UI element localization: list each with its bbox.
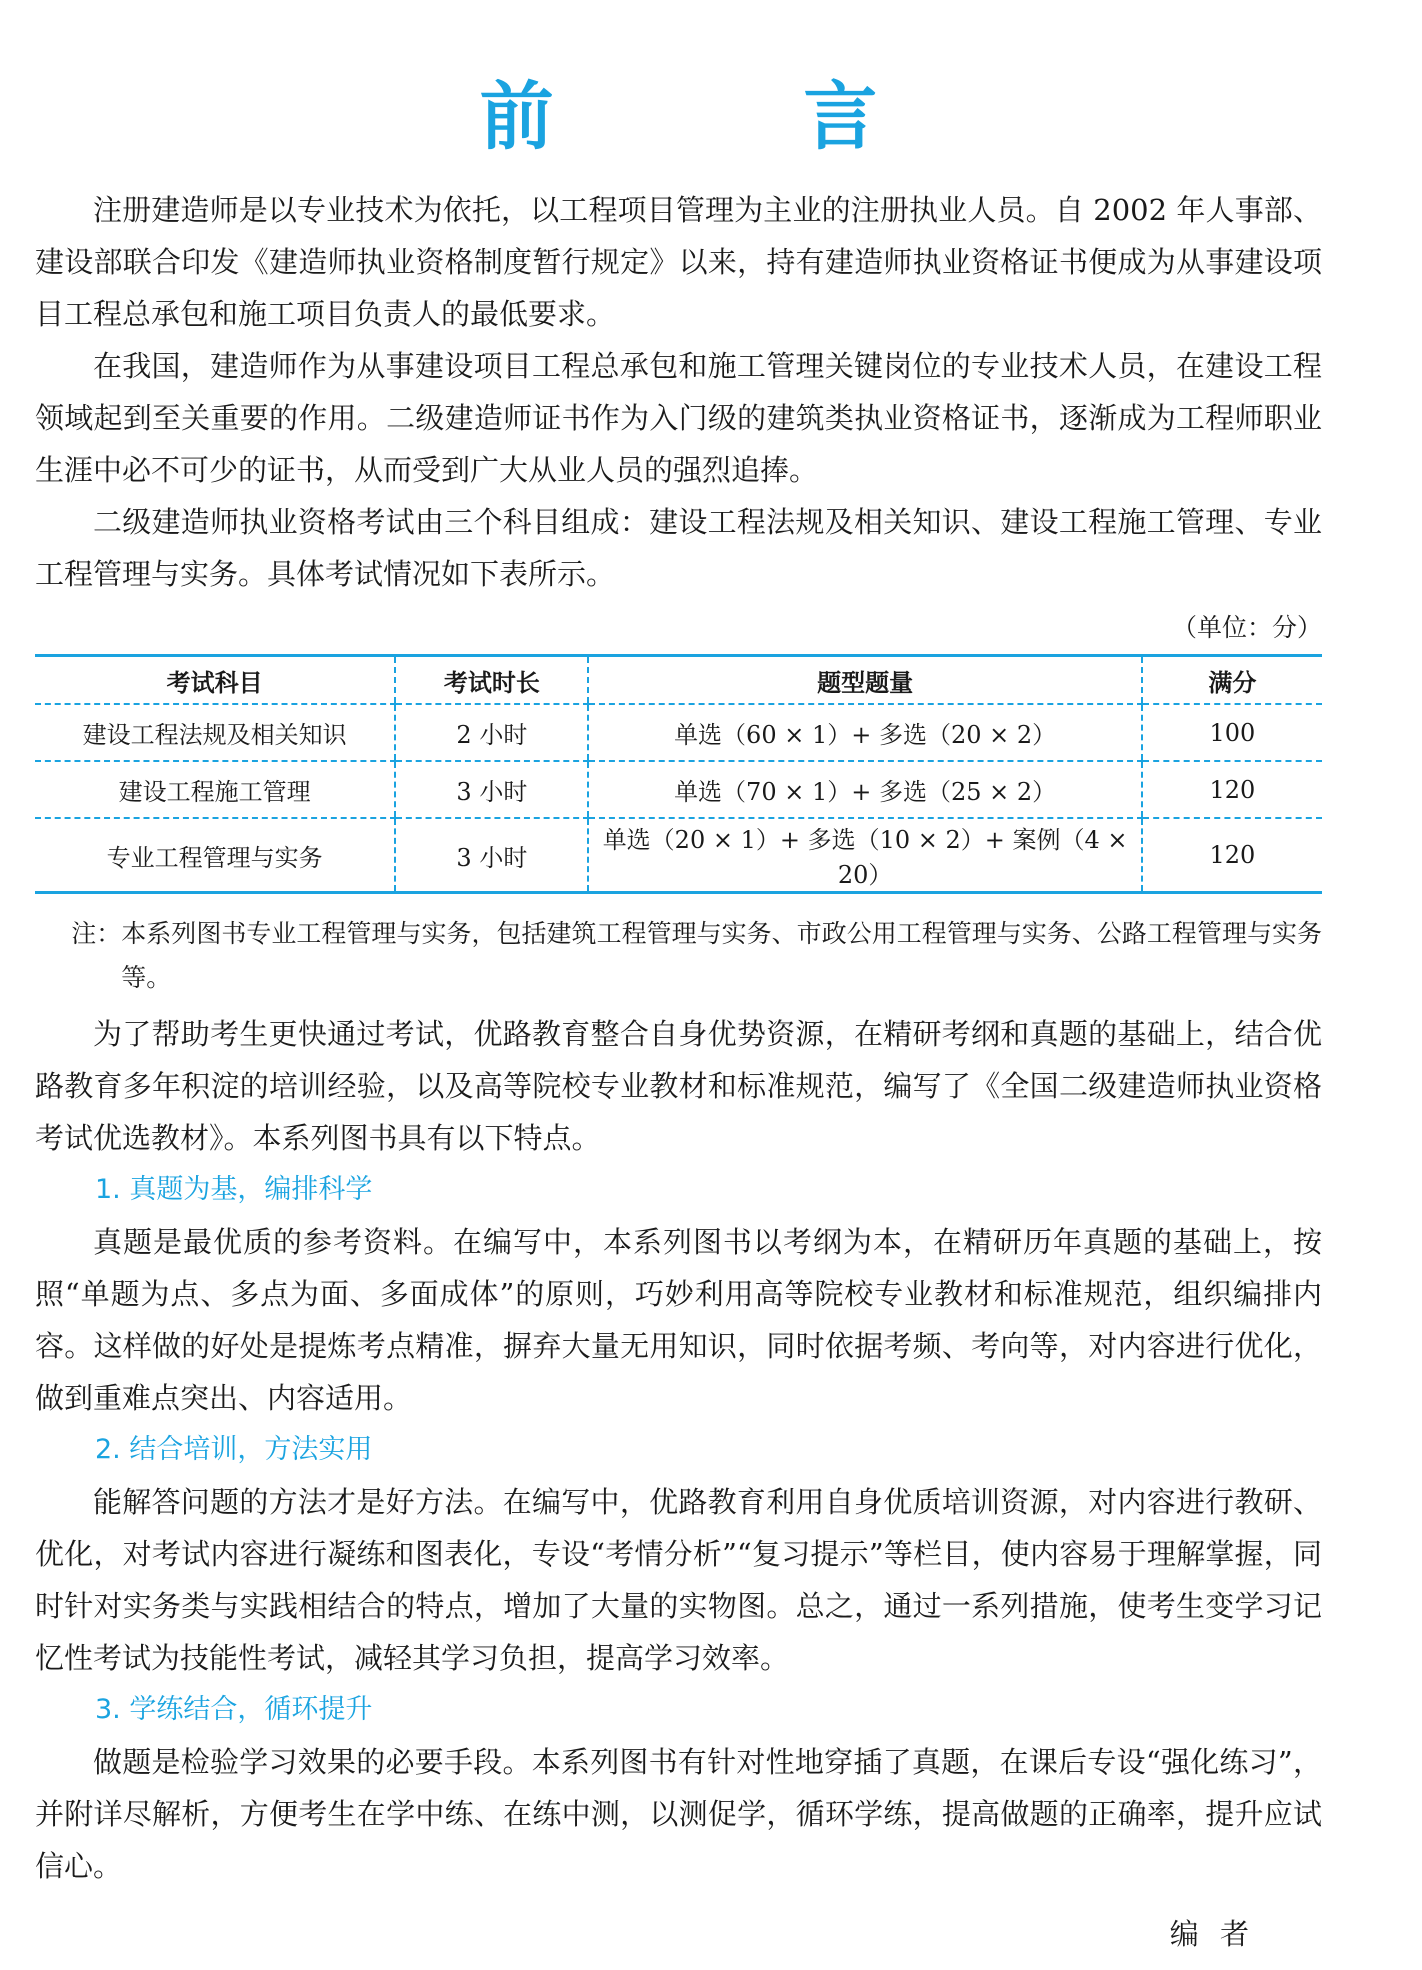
- table-cell: 3 小时: [395, 761, 588, 818]
- table-header-cell: 题型题量: [588, 656, 1141, 705]
- purpose-paragraph: 为了帮助考生更快通过考试，优路教育整合自身优势资源，在精研考纲和真题的基础上，结合优路教育多年积淀的培训经验，以及高等院校专业教材和标准规范，编写了《全国二级建造师执业资格考试优选教材》。本系列图书具有以下特点。: [35, 1017, 1322, 1155]
- table-cell: 专业工程管理与实务: [35, 818, 395, 893]
- table-cell: 建设工程施工管理: [35, 761, 395, 818]
- table-cell: 3 小时: [395, 818, 588, 893]
- table-row: [35, 818, 1322, 893]
- page-title: 前 言: [479, 74, 990, 160]
- table-header-cell: 考试时长: [395, 656, 588, 705]
- table-note: 注：本系列图书专业工程管理与实务，包括建筑工程管理与实务、市政公用工程管理与实务、公路工程管理与实务等。: [71, 919, 1322, 992]
- table-cell: 单选（70 × 1）+ 多选（25 × 2）: [588, 761, 1141, 818]
- preface-page: [35, 0, 1322, 1960]
- feature-paragraph: 真题是最优质的参考资料。在编写中，本系列图书以考纲为本，在精研历年真题的基础上，按照“单题为点、多点为面、多面成体”的原则，巧妙利用高等院校专业教材和标准规范，组织编排内容。这样做的好处是提炼考点精准，摒弃大量无用知识，同时依据考频、考向等，对内容进行优化，做到重难点突出、内容适用。: [35, 1225, 1322, 1415]
- table-header-cell: 考试科目: [35, 656, 395, 705]
- table-cell: 单选（20 × 1）+ 多选（10 × 2）+ 案例（4 × 20）: [588, 818, 1141, 893]
- table-row: [35, 761, 1322, 818]
- intro-paragraph: 在我国，建造师作为从事建设项目工程总承包和施工管理关键岗位的专业技术人员，在建设工程领域起到至关重要的作用。二级建造师证书作为入门级的建筑类执业资格证书，逐渐成为工程师职业生涯中必不可少的证书，从而受到广大从业人员的强烈追捧。: [35, 349, 1322, 487]
- feature-paragraph: 能解答问题的方法才是好方法。在编写中，优路教育利用自身优质培训资源，对内容进行教研、优化，对考试内容进行凝练和图表化，专设“考情分析”“复习提示”等栏目，使内容易于理解掌握，同时针对实务类与实践相结合的特点，增加了大量的实物图。总之，通过一系列措施，使考生变学习记忆性考试为技能性考试，减轻其学习负担，提高学习效率。: [35, 1485, 1322, 1675]
- feature-heading: 2. 结合培训，方法实用: [95, 1434, 373, 1465]
- table-cell: 2 小时: [395, 704, 588, 761]
- table-header-cell: 满分: [1142, 656, 1322, 705]
- feature-paragraph: 做题是检验学习效果的必要手段。本系列图书有针对性地穿插了真题，在课后专设“强化练习”，并附详尽解析，方便考生在学中练、在练中测，以测促学，循环学练，提高做题的正确率，提升应试信心。: [35, 1745, 1322, 1883]
- table-row: [35, 704, 1322, 761]
- feature-heading: 3. 学练结合，循环提升: [95, 1694, 373, 1725]
- intro-paragraph: 二级建造师执业资格考试由三个科目组成：建设工程法规及相关知识、建设工程施工管理、专业工程管理与实务。具体考试情况如下表所示。: [35, 505, 1322, 591]
- intro-paragraph: 注册建造师是以专业技术为依托，以工程项目管理为主业的注册执业人员。自 2002 年人事部、建设部联合印发《建造师执业资格制度暂行规定》以来，持有建造师执业资格证书便成为从事建设项目工程总承包和施工项目负责人的最低要求。: [35, 193, 1322, 331]
- table-cell: 100: [1142, 704, 1322, 761]
- feature-heading: 1. 真题为基，编排科学: [95, 1174, 373, 1205]
- table-cell: 120: [1142, 761, 1322, 818]
- table-unit-label: （单位：分）: [1171, 613, 1322, 642]
- features-section: [35, 1008, 1322, 1892]
- table-cell: 120: [1142, 818, 1322, 893]
- intro-section: [35, 184, 1322, 600]
- author-signature: 编 者: [1169, 1917, 1255, 1951]
- exam-table: [35, 654, 1322, 894]
- table-cell: 建设工程法规及相关知识: [35, 704, 395, 761]
- table-cell: 单选（60 × 1）+ 多选（20 × 2）: [588, 704, 1141, 761]
- table-header-row: [35, 656, 1322, 705]
